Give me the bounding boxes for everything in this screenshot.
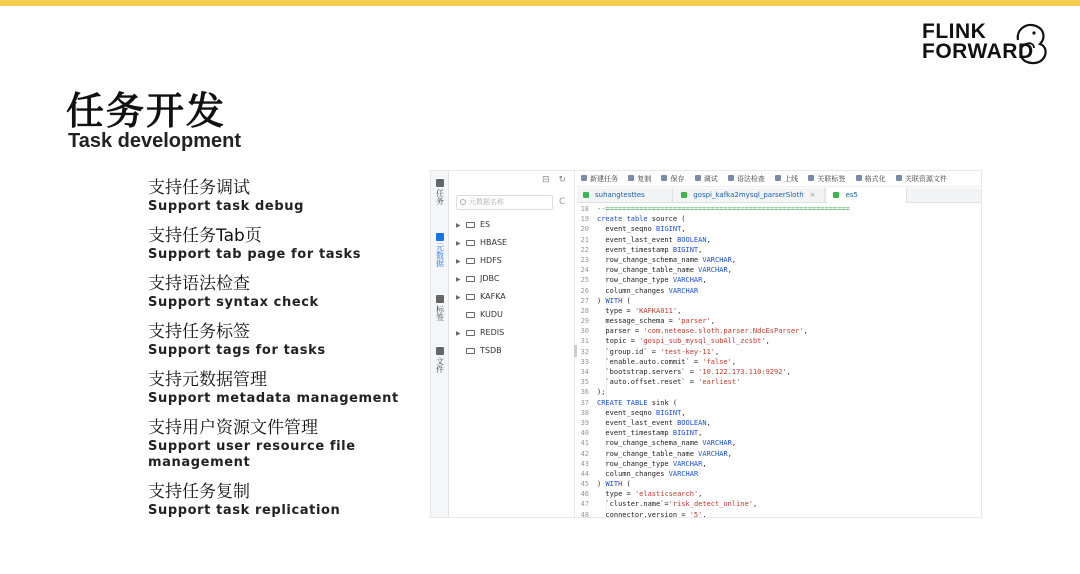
- folder-icon: [466, 330, 475, 336]
- tree-node-label: TSDB: [480, 346, 502, 355]
- code-line: [577, 286, 982, 296]
- code-text: `cluster.name`='risk_detect_online',: [597, 500, 758, 509]
- folder-icon: [466, 258, 475, 264]
- feature-zh: 支持用户资源文件管理: [148, 418, 318, 438]
- task-icon: [436, 179, 444, 187]
- line-number: 33: [580, 357, 589, 366]
- line-number: 43: [580, 459, 589, 468]
- search-icon: [460, 199, 466, 205]
- feature-list: [148, 178, 418, 530]
- copy-icon: [628, 175, 634, 181]
- toolbar-label: 新建任务: [590, 175, 618, 183]
- vertical-nav: [431, 171, 449, 518]
- collapse-icon[interactable]: ⊟: [542, 175, 550, 185]
- close-icon[interactable]: ×: [809, 191, 816, 199]
- plus-icon: [581, 175, 587, 181]
- code-text: row_change_schema_name VARCHAR,: [597, 439, 737, 448]
- save-button[interactable]: [657, 171, 688, 187]
- feature-item: [148, 322, 418, 359]
- code-text: `group.id` = 'test-key-11',: [597, 347, 720, 356]
- feature-item: [148, 178, 418, 215]
- tab-label: suhangtesttes: [595, 191, 645, 199]
- line-number: 45: [580, 480, 589, 489]
- task-status-icon: [583, 192, 589, 198]
- code-text: type = 'elasticsearch',: [597, 490, 703, 499]
- line-number: 36: [580, 388, 589, 397]
- folder-icon: [466, 294, 475, 300]
- line-number: 47: [580, 500, 589, 509]
- code-line: [577, 469, 982, 479]
- line-number: 24: [580, 266, 589, 275]
- line-number: 26: [580, 286, 589, 295]
- tree-node-label: HDFS: [480, 256, 502, 265]
- code-text: topic = 'gospi_sub_mysql_subAll_zcsbt',: [597, 337, 770, 346]
- tree-node-label: HBASE: [480, 238, 508, 247]
- line-number: 25: [580, 276, 589, 285]
- task-status-icon: [681, 192, 687, 198]
- line-number: 28: [580, 306, 589, 315]
- folder-icon: [466, 222, 475, 228]
- tab-suhangtesttes[interactable]: [577, 188, 673, 203]
- code-line: [577, 418, 982, 428]
- folder-icon: [466, 276, 475, 282]
- feature-item: [148, 418, 418, 471]
- code-line: [577, 408, 982, 418]
- vtab-label: 任务: [435, 189, 445, 205]
- code-line: [577, 224, 982, 234]
- logo-line2: FORWARD: [922, 40, 1034, 63]
- code-line: [577, 214, 982, 224]
- folder-icon: [466, 312, 475, 318]
- code-text: row_change_type VARCHAR,: [597, 276, 707, 285]
- toolbar-label: 格式化: [864, 175, 886, 183]
- code-text: event_seqno BIGINT,: [597, 408, 686, 417]
- tree-node[interactable]: [456, 345, 502, 357]
- editor-tabs: [577, 188, 982, 203]
- code-line: [577, 428, 982, 438]
- code-line: [577, 367, 982, 377]
- code-text: create table source (: [597, 215, 686, 224]
- code-line: [577, 438, 982, 448]
- tree-node[interactable]: [456, 219, 490, 231]
- line-number: 41: [580, 439, 589, 448]
- code-text: event_last_event BOOLEAN,: [597, 235, 711, 244]
- line-number: 35: [580, 378, 589, 387]
- line-number: 48: [580, 510, 589, 518]
- feature-item: [148, 226, 418, 263]
- code-line: [577, 265, 982, 275]
- code-text: ) WITH (: [597, 480, 631, 489]
- code-text: type = 'KAFKA011',: [597, 306, 682, 315]
- panel-actions: [542, 175, 566, 185]
- expand-arrow-icon[interactable]: ▶: [456, 294, 461, 301]
- code-line: [577, 296, 982, 306]
- flink-forward-logo: [922, 22, 1052, 76]
- line-number: 23: [580, 255, 589, 264]
- format-button[interactable]: [852, 171, 890, 187]
- line-number: 40: [580, 429, 589, 438]
- deploy-button[interactable]: [771, 171, 802, 187]
- folder-icon: [466, 240, 475, 246]
- feature-zh: 支持任务调试: [148, 178, 250, 198]
- syntax-check-button[interactable]: [724, 171, 769, 187]
- line-number: 38: [580, 408, 589, 417]
- code-line: [577, 377, 982, 387]
- code-text: row_change_table_name VARCHAR,: [597, 266, 732, 275]
- line-number: 29: [580, 317, 589, 326]
- tree-node-label: JDBC: [480, 274, 500, 283]
- code-text: event_timestamp BIGINT,: [597, 429, 703, 438]
- code-text: `bootstrap.servers` = '10.122.173.110:9292',: [597, 368, 791, 376]
- line-number: 22: [580, 245, 589, 254]
- code-line: [577, 306, 982, 316]
- debug-button[interactable]: [691, 171, 722, 187]
- line-number: 30: [580, 327, 589, 336]
- code-line: [577, 459, 982, 469]
- line-number: 37: [580, 398, 589, 407]
- task-status-icon: [833, 192, 839, 198]
- code-text: `auto.offset.reset` = 'earliest': [597, 378, 741, 387]
- vtab-files[interactable]: [432, 347, 448, 375]
- tab-label: gospi_kafka2mysql_parserSloth: [693, 191, 804, 199]
- line-number: 42: [580, 449, 589, 458]
- vtab-tags[interactable]: [432, 295, 448, 323]
- top-accent-bar: [0, 0, 1080, 6]
- code-line: [577, 316, 982, 326]
- line-number: 19: [580, 215, 589, 224]
- toolbar-label: 调试: [703, 175, 718, 183]
- code-text: --==========================================================: [597, 205, 850, 213]
- code-line: [577, 326, 982, 336]
- code-line: [577, 357, 982, 367]
- code-text: event_last_event BOOLEAN,: [597, 418, 711, 427]
- code-line: [577, 204, 982, 214]
- feature-zh: 支持任务标签: [148, 322, 250, 342]
- tab-label: es5: [845, 191, 858, 199]
- code-line: [577, 479, 982, 489]
- code-line: [577, 489, 982, 499]
- metadata-search-input[interactable]: [456, 195, 553, 210]
- page-title-en: Task development: [68, 130, 242, 152]
- code-editor[interactable]: [577, 204, 982, 518]
- code-text: CREATE TABLE sink (: [597, 398, 678, 407]
- logo-line1: FLINK: [922, 20, 987, 43]
- code-line: [577, 275, 982, 285]
- tree-node-label: REDIS: [480, 328, 505, 337]
- file-icon: [436, 347, 444, 355]
- toolbar-label: 关联标签: [817, 175, 846, 183]
- vtab-label: 标签: [435, 305, 445, 321]
- code-text: row_change_table_name VARCHAR,: [597, 449, 732, 458]
- feature-en: Support tab page for tasks: [148, 247, 362, 262]
- line-number: 46: [580, 490, 589, 499]
- toolbar-label: 语法检查: [736, 175, 765, 183]
- folder-icon: [466, 348, 475, 354]
- tag-icon: [808, 175, 814, 181]
- tree-node[interactable]: [456, 327, 504, 339]
- tree-node-label: KUDU: [480, 310, 503, 319]
- vtab-metadata[interactable]: [432, 233, 448, 269]
- line-number: 18: [580, 205, 589, 213]
- line-number: 44: [580, 469, 589, 478]
- page-title-zh: 任务开发: [66, 89, 227, 133]
- toolbar-label: 保存: [670, 175, 685, 183]
- new-task-button[interactable]: [577, 171, 622, 187]
- vtab-label: 文件: [435, 357, 445, 373]
- feature-en: Support syntax check: [148, 295, 319, 310]
- expand-arrow-icon[interactable]: ▶: [456, 258, 461, 265]
- tree-node-label: KAFKA: [480, 292, 506, 301]
- code-text: row_change_schema_name VARCHAR,: [597, 255, 737, 264]
- feature-zh: 支持语法检查: [148, 274, 250, 294]
- link-tags-button[interactable]: [804, 171, 849, 187]
- line-number: 20: [580, 225, 589, 234]
- copy-button[interactable]: [624, 171, 655, 187]
- code-text: parser = 'com.netease.sloth.parser.NdcEsParser',: [597, 327, 808, 336]
- feature-en: Support user resource file management: [148, 439, 356, 470]
- format-icon: [856, 175, 862, 181]
- editor-toolbar: [577, 171, 982, 187]
- sync-icon[interactable]: ↻: [558, 175, 566, 185]
- save-icon: [661, 175, 667, 181]
- expand-arrow-icon[interactable]: ▶: [456, 330, 461, 337]
- line-number: 39: [580, 418, 589, 427]
- code-line: [577, 235, 982, 245]
- code-line: [577, 336, 982, 346]
- upload-icon: [775, 175, 781, 181]
- feature-item: [148, 274, 418, 311]
- code-line: [577, 245, 982, 255]
- debug-icon: [695, 175, 701, 181]
- code-text: ) WITH (: [597, 296, 631, 305]
- tree-node-label: ES: [480, 220, 491, 229]
- code-text: row_change_type VARCHAR,: [597, 459, 707, 468]
- tab-gospi-kafka2mysql[interactable]: [675, 188, 825, 203]
- database-icon: [436, 233, 444, 241]
- feature-item: [148, 482, 418, 519]
- ide-screenshot: [430, 170, 982, 518]
- code-text: );: [597, 388, 606, 397]
- tree-node[interactable]: [456, 273, 499, 285]
- expand-arrow-icon[interactable]: ▶: [456, 240, 461, 247]
- code-line: [577, 449, 982, 459]
- expand-arrow-icon[interactable]: ▶: [456, 222, 461, 229]
- code-text: event_timestamp BIGINT,: [597, 245, 703, 254]
- feature-en: Support metadata management: [148, 391, 399, 406]
- feature-en: Support task debug: [148, 199, 304, 214]
- code-line: [577, 347, 982, 357]
- line-number: 32: [580, 347, 589, 356]
- code-text: event_seqno BIGINT,: [597, 225, 686, 234]
- line-number: 21: [580, 235, 589, 244]
- feature-zh: 支持元数据管理: [148, 370, 267, 390]
- code-line: [577, 510, 982, 518]
- line-number: 34: [580, 368, 589, 376]
- feature-zh: 支持任务复制: [148, 482, 250, 502]
- search-placeholder: 元数据名称: [469, 198, 504, 206]
- code-text: column_changes VARCHAR: [597, 469, 699, 478]
- link-icon: [896, 175, 902, 181]
- vtab-tasks[interactable]: [432, 179, 448, 207]
- code-text: column_changes VARCHAR: [597, 286, 699, 295]
- tag-icon: [436, 295, 444, 303]
- tree-node[interactable]: [456, 291, 506, 303]
- toolbar-label: 上线: [784, 175, 799, 183]
- tab-es5[interactable]: [827, 188, 907, 203]
- squirrel-icon: [1012, 20, 1050, 66]
- tree-node[interactable]: [456, 237, 507, 249]
- code-line: [577, 499, 982, 509]
- tree-node[interactable]: [456, 255, 502, 267]
- code-line: [577, 255, 982, 265]
- expand-arrow-icon[interactable]: ▶: [456, 276, 461, 283]
- code-line: [577, 387, 982, 397]
- refresh-icon[interactable]: C: [559, 197, 566, 207]
- feature-en: Support task replication: [148, 503, 341, 518]
- metadata-tree-panel: [450, 171, 575, 518]
- feature-zh: 支持任务Tab页: [148, 226, 262, 246]
- tree-node[interactable]: [456, 309, 503, 321]
- code-line: [577, 398, 982, 408]
- check-icon: [728, 175, 734, 181]
- feature-item: [148, 370, 418, 407]
- toolbar-label: 关联资源文件: [904, 175, 947, 183]
- toolbar-label: 复制: [637, 175, 652, 183]
- line-number: 27: [580, 296, 589, 305]
- feature-en: Support tags for tasks: [148, 343, 326, 358]
- vtab-label: 元数据: [435, 243, 445, 267]
- code-text: `enable.auto.commit` = 'false',: [597, 357, 737, 366]
- code-text: connector.version = '5',: [597, 510, 707, 518]
- line-number: 31: [580, 337, 589, 346]
- link-resource-files-button[interactable]: [892, 171, 951, 187]
- code-text: message_schema = 'parser',: [597, 317, 716, 326]
